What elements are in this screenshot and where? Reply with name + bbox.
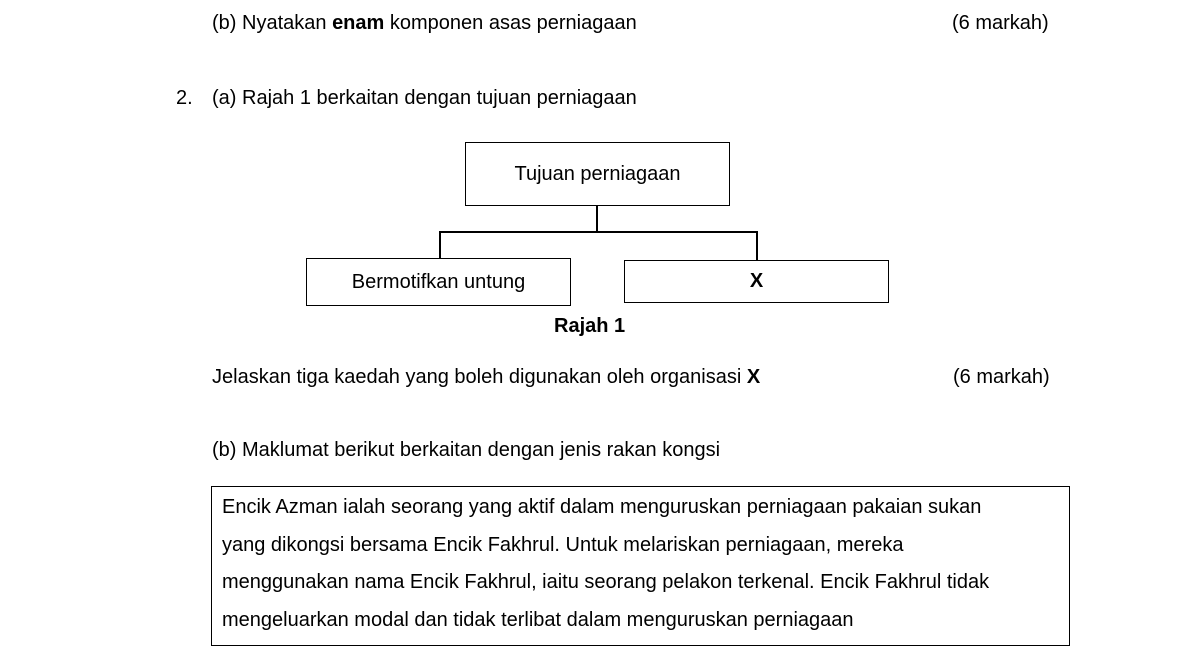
info-box — [211, 486, 1070, 646]
diagram-box-left — [306, 258, 571, 306]
connector-horizontal — [439, 231, 758, 233]
question-2a-prompt — [212, 365, 760, 389]
question-2a-text: (a) Rajah 1 berkaitan dengan tujuan perniagaan — [212, 87, 637, 109]
connector-left — [439, 231, 441, 259]
diagram-box-right — [624, 260, 889, 303]
question-2b-text: (b) Maklumat berikut berkaitan dengan jenis rakan kongsi — [212, 439, 721, 461]
question-1b-prefix: (b) Nyatakan — [212, 12, 333, 34]
diagram-box-top-label: Tujuan perniagaan — [514, 163, 681, 185]
connector-right — [756, 231, 758, 261]
connector-stem — [596, 206, 598, 232]
diagram-box-left-label: Bermotifkan untung — [351, 270, 526, 293]
question-2a-prompt-emphasis: X — [746, 366, 761, 388]
diagram-box-right-label: X — [749, 270, 764, 292]
info-line: menggunakan nama Encik Fakhrul, iaitu seorang pelakon terkenal. Encik Fakhrul tidak — [222, 571, 990, 593]
question-1b-marks: (6 markah) — [952, 12, 1049, 34]
info-line: yang dikongsi bersama Encik Fakhrul. Untuk melariskan perniagaan, mereka — [222, 533, 904, 556]
question-1b — [212, 11, 637, 35]
question-1b-suffix: komponen asas perniagaan — [384, 12, 637, 34]
info-line: mengeluarkan modal dan tidak terlibat dalam menguruskan perniagaan — [222, 608, 854, 631]
diagram-box-top — [465, 142, 730, 206]
question-2a-marks: (6 markah) — [953, 366, 1050, 388]
question-2-number: 2. — [176, 87, 193, 109]
diagram-caption: Rajah 1 — [554, 315, 626, 337]
question-1b-emphasis: enam — [332, 12, 385, 34]
info-line: Encik Azman ialah seorang yang aktif dalam menguruskan perniagaan pakaian sukan — [222, 496, 982, 518]
question-2a-prompt-text: Jelaskan tiga kaedah yang boleh digunakan oleh organisasi — [212, 366, 747, 388]
